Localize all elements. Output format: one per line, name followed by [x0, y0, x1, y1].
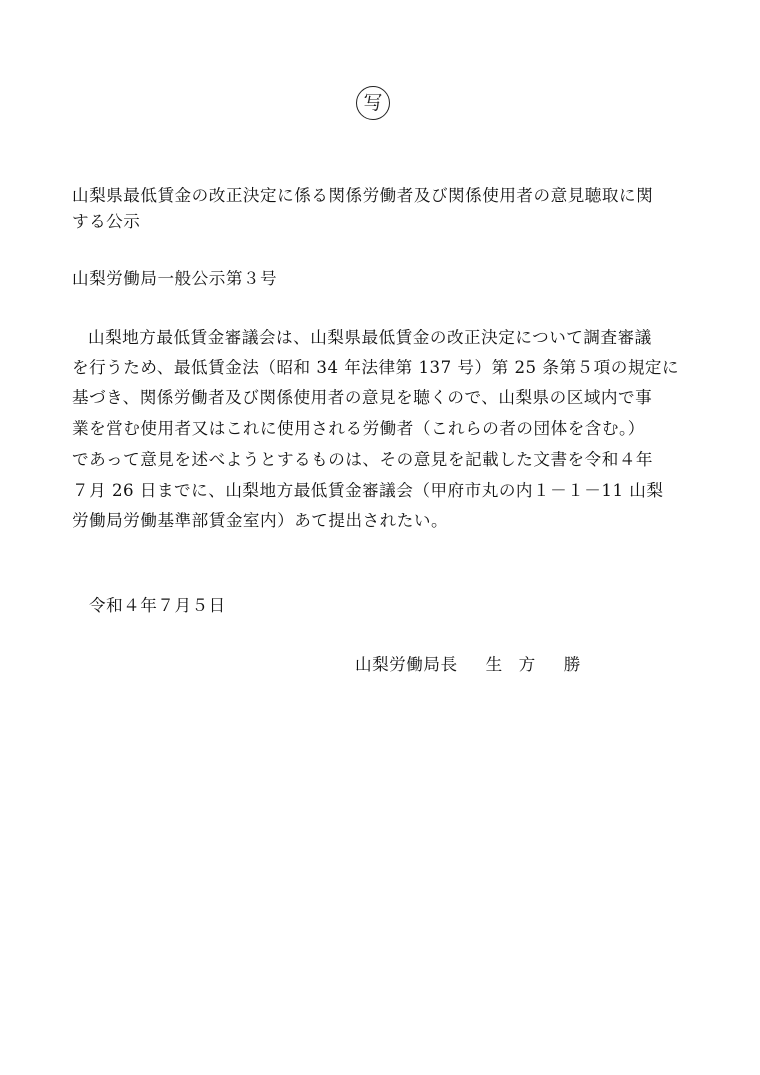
body-line-7: 労働局労働基準部賃金室内）あて提出されたい。: [72, 511, 449, 530]
signature-surname-1: 生: [485, 655, 503, 674]
document-title-line-1: 山梨県最低賃金の改正決定に係る関係労働者及び関係使用者の意見聴取に関: [72, 186, 654, 205]
body-line-5: であって意見を述べようとするものは、その意見を記載した文書を令和４年: [72, 450, 654, 469]
document-title-line-2: する公示: [72, 212, 141, 231]
body-line-1: 山梨地方最低賃金審議会は、山梨県最低賃金の改正決定について調査審議: [88, 328, 652, 347]
signature-surname-2: 方: [518, 655, 536, 674]
body-line-2: を行うため、最低賃金法（昭和 34 年法律第 137 号）第 25 条第５項の規定に: [72, 358, 680, 377]
signature-given-name: 勝: [563, 655, 581, 674]
issue-date: 令和４年７月５日: [89, 596, 226, 615]
body-line-3: 基づき、関係労働者及び関係使用者の意見を聴くので、山梨県の区域内で事: [72, 388, 653, 407]
body-line-4: 業を営む使用者又はこれに使用される労働者（これらの者の団体を含む。）: [72, 419, 645, 438]
notice-number: 山梨労働局一般公示第３号: [72, 269, 278, 288]
signature-title: 山梨労働局長: [355, 655, 458, 674]
copy-stamp: 写: [356, 86, 390, 120]
body-line-6: ７月 26 日までに、山梨地方最低賃金審議会（甲府市丸の内１－１－11 山梨: [72, 481, 664, 500]
signature: [355, 654, 581, 675]
